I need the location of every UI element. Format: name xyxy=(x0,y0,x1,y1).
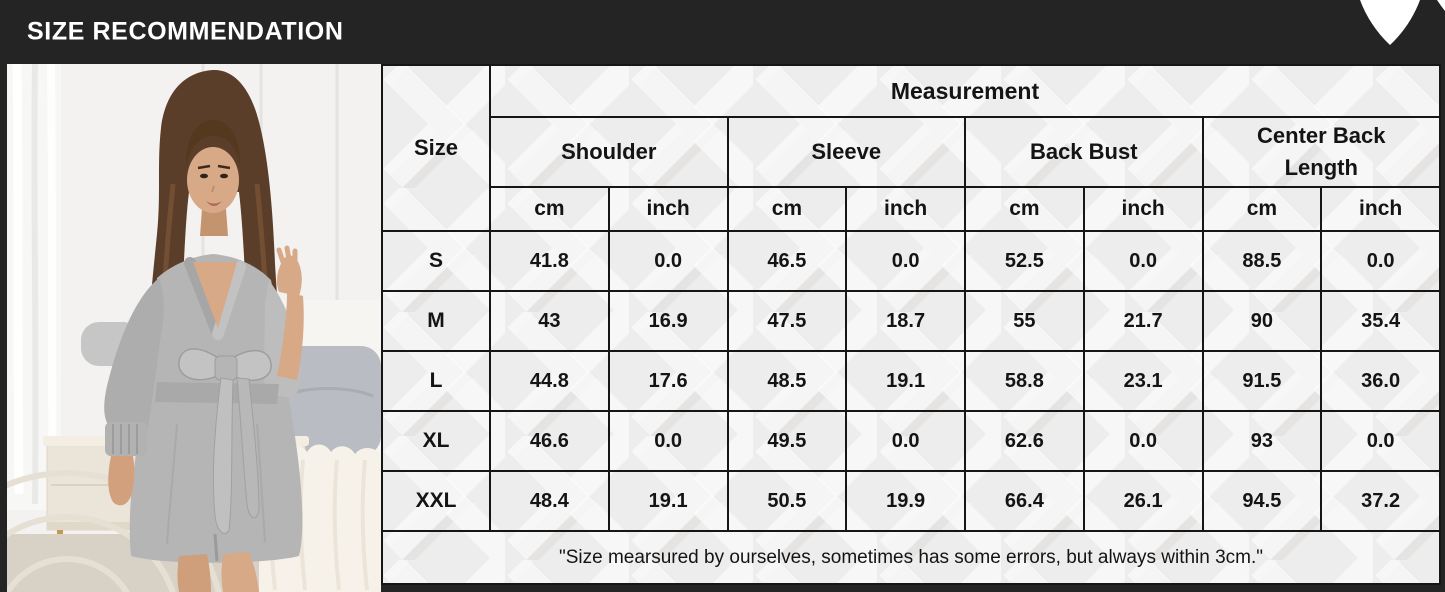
value-cell: 48.4 xyxy=(490,471,609,531)
unit-header: cm xyxy=(1203,187,1322,231)
table-row-size-xl xyxy=(382,411,1440,471)
value-cell: 93 xyxy=(1203,411,1322,471)
table-row xyxy=(382,117,1440,187)
size-cell: XXL xyxy=(382,471,490,531)
value-cell: 21.7 xyxy=(1084,291,1203,351)
value-cell: 66.4 xyxy=(965,471,1084,531)
unit-header: cm xyxy=(728,187,847,231)
value-cell: 52.5 xyxy=(965,231,1084,291)
value-cell: 88.5 xyxy=(1203,231,1322,291)
measurement-disclaimer: "Size mearsured by ourselves, sometimes has some errors, but always within 3cm." xyxy=(382,531,1440,584)
group-header-back-bust: Back Bust xyxy=(965,117,1203,187)
value-cell: 35.4 xyxy=(1321,291,1440,351)
value-cell: 55 xyxy=(965,291,1084,351)
size-cell: S xyxy=(382,231,490,291)
value-cell: 37.2 xyxy=(1321,471,1440,531)
value-cell: 91.5 xyxy=(1203,351,1322,411)
model-illustration xyxy=(7,64,381,592)
value-cell: 44.8 xyxy=(490,351,609,411)
unit-header: inch xyxy=(1084,187,1203,231)
product-photo xyxy=(7,64,381,592)
value-cell: 46.6 xyxy=(490,411,609,471)
value-cell: 0.0 xyxy=(1321,231,1440,291)
value-cell: 41.8 xyxy=(490,231,609,291)
value-cell: 19.1 xyxy=(609,471,728,531)
value-cell: 16.9 xyxy=(609,291,728,351)
value-cell: 0.0 xyxy=(1084,411,1203,471)
group-header-center-back-length: Center Back Length xyxy=(1203,117,1441,187)
value-cell: 94.5 xyxy=(1203,471,1322,531)
value-cell: 0.0 xyxy=(846,411,965,471)
table-row-size-l xyxy=(382,351,1440,411)
value-cell: 0.0 xyxy=(1084,231,1203,291)
table-row xyxy=(382,187,1440,231)
value-cell: 26.1 xyxy=(1084,471,1203,531)
value-cell: 17.6 xyxy=(609,351,728,411)
unit-header: inch xyxy=(1321,187,1440,231)
value-cell: 0.0 xyxy=(609,411,728,471)
unit-header: cm xyxy=(490,187,609,231)
value-cell: 0.0 xyxy=(1321,411,1440,471)
value-cell: 48.5 xyxy=(728,351,847,411)
header-bar xyxy=(0,0,1445,64)
table-row-size-s xyxy=(382,231,1440,291)
size-cell: XL xyxy=(382,411,490,471)
size-column-header: Size xyxy=(382,65,490,231)
page-title: SIZE RECOMMENDATION xyxy=(27,17,344,46)
corner-ribbon-icon xyxy=(1300,0,1445,60)
face xyxy=(187,147,239,213)
size-cell: M xyxy=(382,291,490,351)
size-table xyxy=(381,64,1441,585)
table-row-size-xxl xyxy=(382,471,1440,531)
table-row xyxy=(382,531,1440,584)
value-cell: 46.5 xyxy=(728,231,847,291)
group-header-shoulder: Shoulder xyxy=(490,117,728,187)
value-cell: 43 xyxy=(490,291,609,351)
value-cell: 23.1 xyxy=(1084,351,1203,411)
value-cell: 49.5 xyxy=(728,411,847,471)
value-cell: 19.9 xyxy=(846,471,965,531)
value-cell: 36.0 xyxy=(1321,351,1440,411)
size-table-area xyxy=(381,64,1441,585)
measurement-header: Measurement xyxy=(490,65,1440,117)
value-cell: 19.1 xyxy=(846,351,965,411)
leg xyxy=(178,554,212,592)
table-row xyxy=(382,65,1440,117)
value-cell: 18.7 xyxy=(846,291,965,351)
group-header-sleeve: Sleeve xyxy=(728,117,966,187)
value-cell: 47.5 xyxy=(728,291,847,351)
unit-header: cm xyxy=(965,187,1084,231)
belt xyxy=(155,382,279,404)
value-cell: 0.0 xyxy=(846,231,965,291)
size-cell: L xyxy=(382,351,490,411)
value-cell: 62.6 xyxy=(965,411,1084,471)
value-cell: 58.8 xyxy=(965,351,1084,411)
unit-header: inch xyxy=(846,187,965,231)
value-cell: 90 xyxy=(1203,291,1322,351)
value-cell: 50.5 xyxy=(728,471,847,531)
value-cell: 0.0 xyxy=(609,231,728,291)
unit-header: inch xyxy=(609,187,728,231)
table-row-size-m xyxy=(382,291,1440,351)
